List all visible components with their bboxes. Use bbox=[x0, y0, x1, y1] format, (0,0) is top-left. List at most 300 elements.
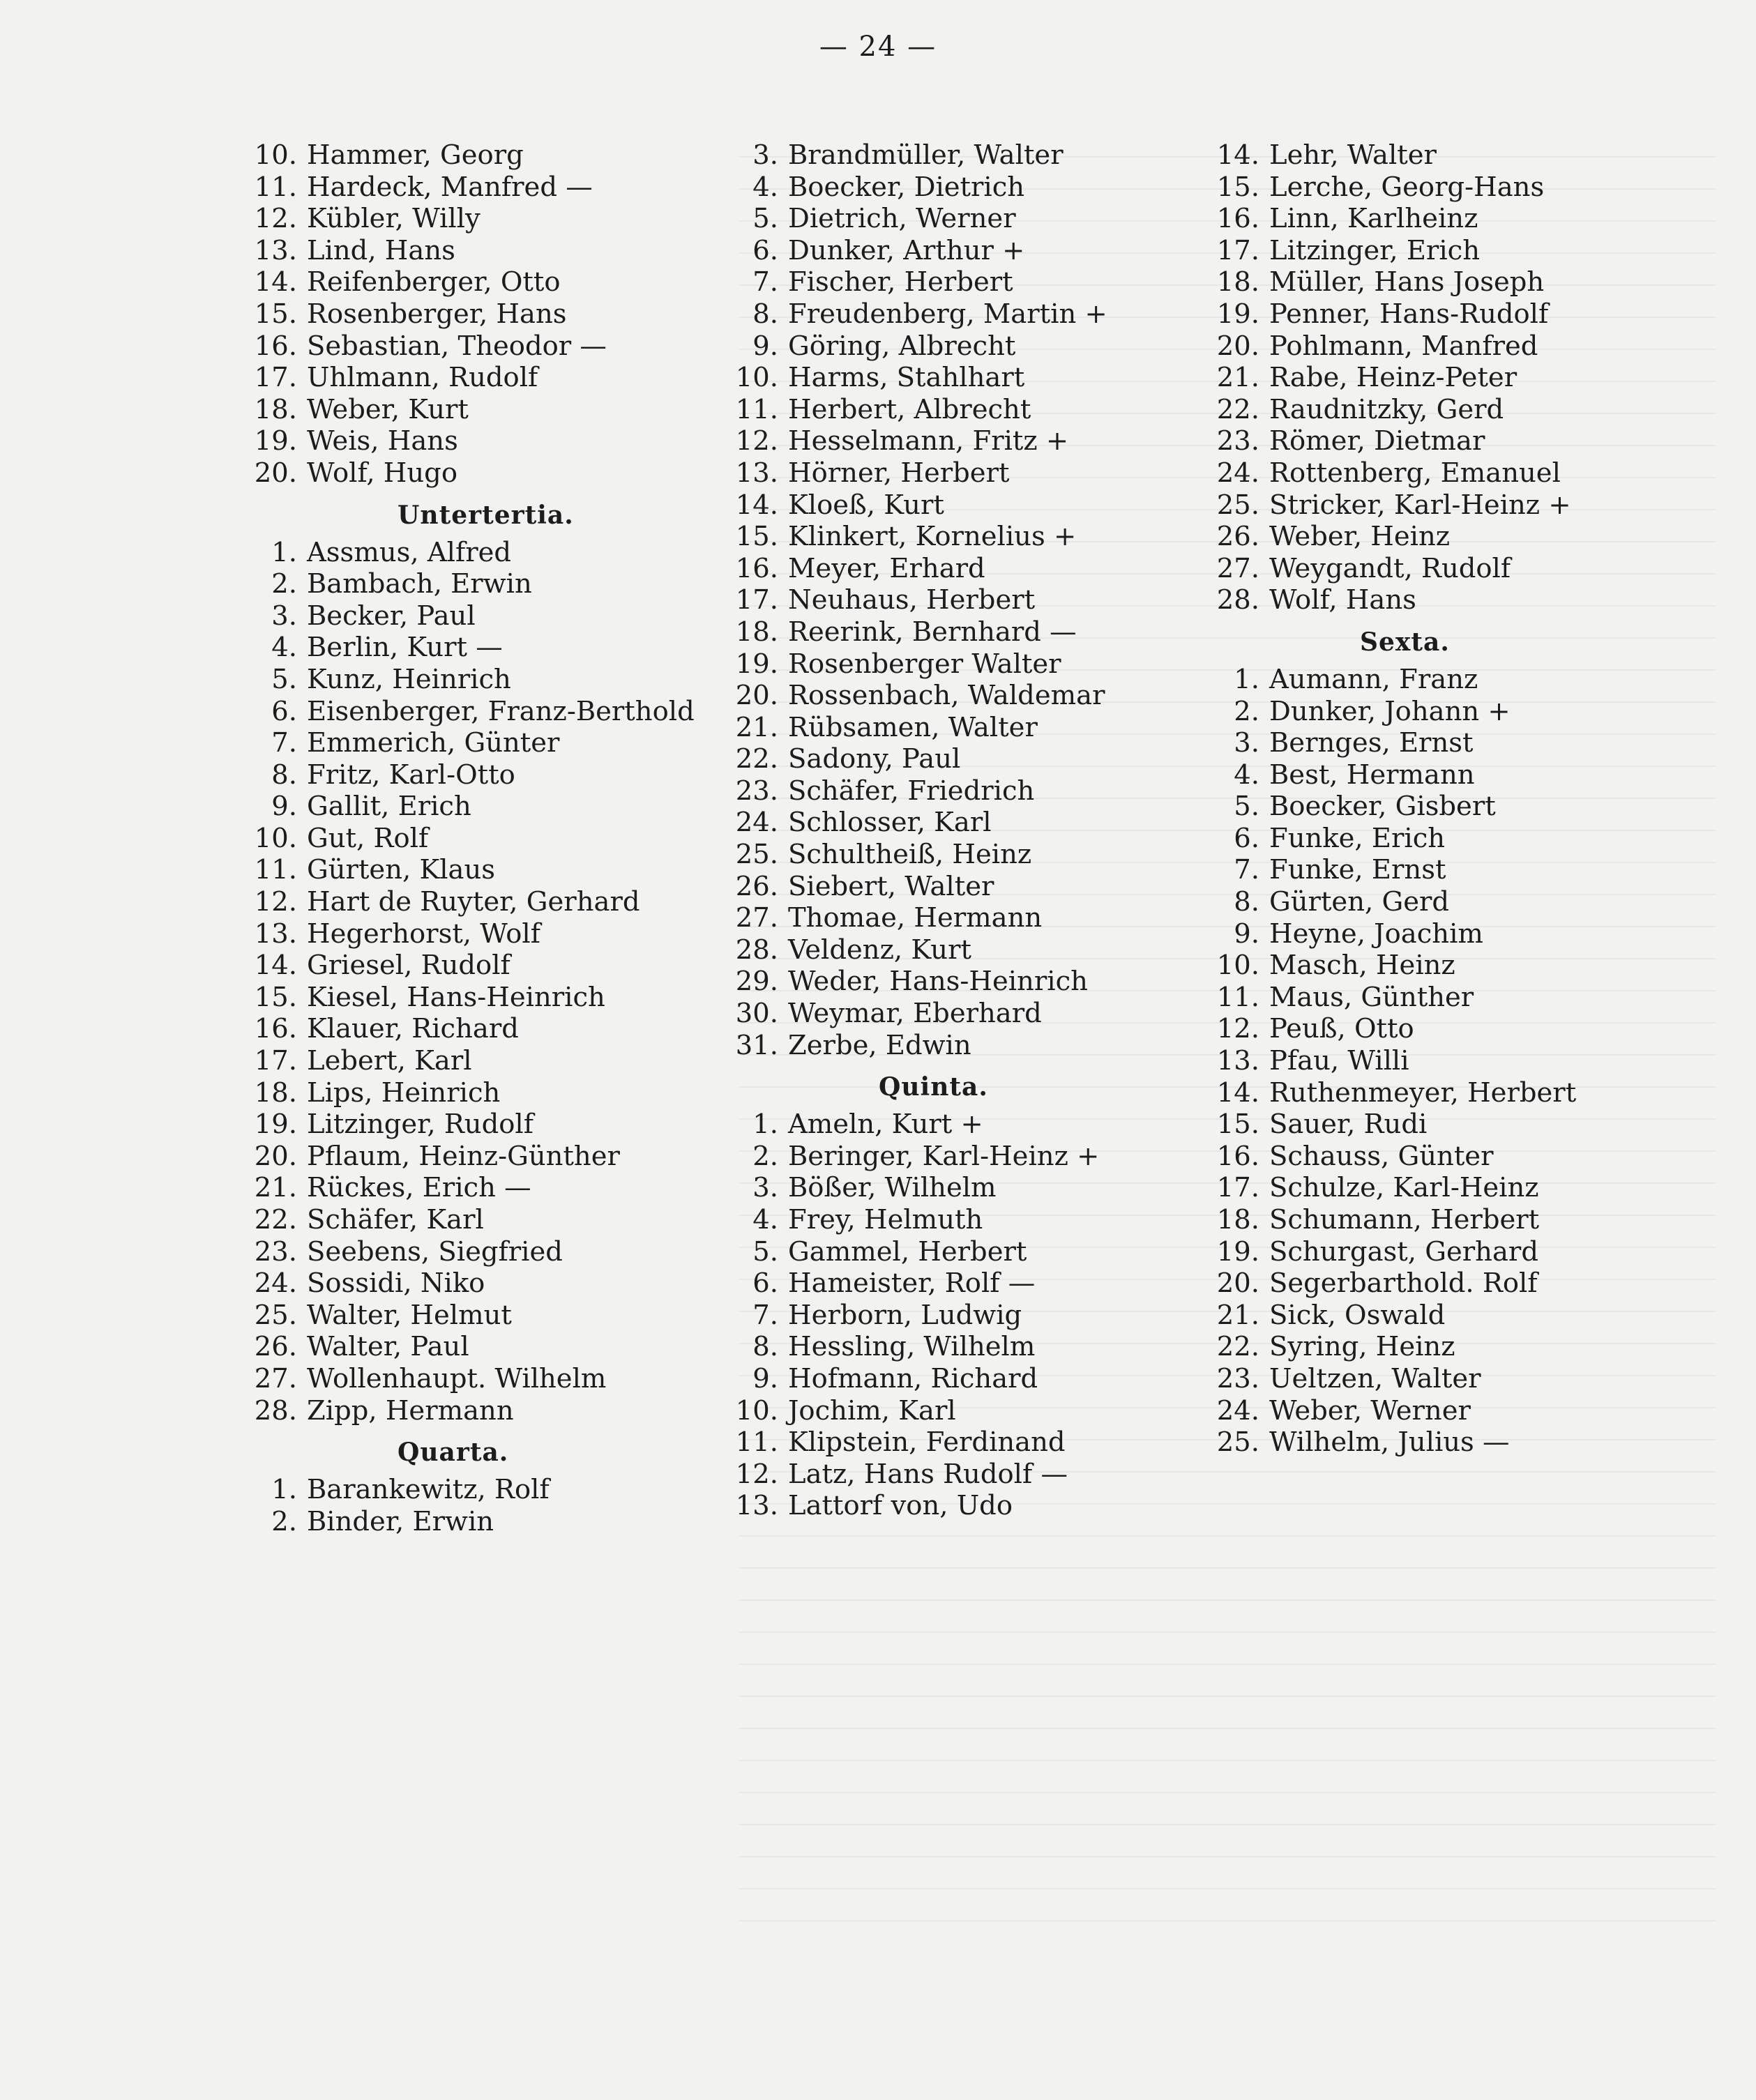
list-item-name: Assmus, Alfred bbox=[307, 536, 512, 568]
list-item-number: 5. bbox=[271, 663, 297, 695]
list-item-name: Gürten, Klaus bbox=[307, 854, 496, 886]
list-item bbox=[1199, 759, 1688, 791]
list-item-name: Pflaum, Heinz-Günther bbox=[307, 1140, 620, 1172]
list-item bbox=[718, 712, 1220, 744]
list-item-name: Hörner, Herbert bbox=[788, 457, 1010, 489]
list-item bbox=[237, 1268, 725, 1300]
list-item bbox=[718, 966, 1220, 998]
list-item-number: 15. bbox=[254, 981, 297, 1013]
list-item-name: Rosenberger Walter bbox=[788, 648, 1061, 680]
list-item-name: Wollenhaupt. Wilhelm bbox=[307, 1362, 607, 1394]
list-item-number: 11. bbox=[735, 393, 778, 425]
list-item bbox=[1199, 791, 1688, 823]
list-item-name: Seebens, Siegfried bbox=[307, 1235, 563, 1268]
list-item bbox=[237, 1236, 725, 1268]
list-item-number: 12. bbox=[735, 425, 778, 457]
list-item-name: Göring, Albrecht bbox=[788, 330, 1016, 362]
list-item-name: Berlin, Kurt — bbox=[307, 632, 503, 664]
list-item bbox=[718, 553, 1220, 585]
list-item bbox=[1199, 854, 1688, 886]
list-item bbox=[237, 298, 725, 330]
list-item-number: 2. bbox=[271, 568, 297, 600]
list-item-number: 21. bbox=[735, 711, 778, 743]
list-item bbox=[237, 172, 725, 204]
list-item-number: 14. bbox=[1216, 1076, 1259, 1109]
list-item bbox=[1199, 457, 1688, 489]
list-item-name: Weder, Hans-Heinrich bbox=[788, 966, 1088, 998]
list-item bbox=[718, 1490, 1220, 1522]
list-item-number: 12. bbox=[1216, 1013, 1259, 1045]
list-item bbox=[718, 1363, 1220, 1395]
list-item-name: Schurgast, Gerhard bbox=[1269, 1235, 1538, 1268]
list-item bbox=[718, 298, 1220, 330]
list-item bbox=[1199, 1141, 1688, 1173]
list-item-number: 11. bbox=[735, 1426, 778, 1459]
list-item-name: Weber, Heinz bbox=[1269, 521, 1451, 553]
list-item-number: 6. bbox=[752, 234, 778, 266]
list-item-number: 17. bbox=[1216, 234, 1259, 266]
list-item-number: 9. bbox=[271, 791, 297, 823]
list-item bbox=[718, 139, 1220, 172]
list-item-name: Pohlmann, Manfred bbox=[1269, 330, 1538, 362]
list-item bbox=[718, 743, 1220, 775]
list-item bbox=[237, 886, 725, 918]
list-item bbox=[1199, 664, 1688, 696]
list-item-number: 18. bbox=[254, 1076, 297, 1109]
list-item-name: Funke, Ernst bbox=[1269, 854, 1446, 886]
list-item-number: 5. bbox=[752, 1235, 778, 1268]
list-item-number: 11. bbox=[1216, 981, 1259, 1013]
list-item-name: Kübler, Willy bbox=[307, 203, 480, 235]
column-1 bbox=[237, 139, 725, 1537]
list-item bbox=[1199, 298, 1688, 330]
list-item-name: Stricker, Karl-Heinz + bbox=[1269, 489, 1571, 521]
list-item-number: 14. bbox=[1216, 139, 1259, 171]
list-item-name: Linn, Karlheinz bbox=[1269, 203, 1478, 235]
list-item bbox=[1199, 950, 1688, 982]
list-item-name: Sebastian, Theodor — bbox=[307, 330, 607, 362]
list-item-name: Klauer, Richard bbox=[307, 1013, 519, 1045]
list-item-number: 20. bbox=[1216, 330, 1259, 362]
list-item-number: 13. bbox=[1216, 1045, 1259, 1077]
list-item-number: 6. bbox=[271, 695, 297, 727]
list-item-name: Sauer, Rudi bbox=[1269, 1109, 1428, 1141]
list-item-number: 1. bbox=[271, 536, 297, 568]
list-item-name: Sossidi, Niko bbox=[307, 1268, 485, 1300]
list-item-name: Hegerhorst, Wolf bbox=[307, 918, 540, 950]
list-item-number: 3. bbox=[1234, 727, 1259, 759]
list-item bbox=[237, 759, 725, 791]
list-item bbox=[718, 203, 1220, 235]
list-item-number: 3. bbox=[271, 600, 297, 632]
list-item-name: Schäfer, Friedrich bbox=[788, 775, 1035, 807]
list-item bbox=[718, 584, 1220, 616]
list-item-number: 29. bbox=[735, 966, 778, 998]
list-item-number: 26. bbox=[1216, 521, 1259, 553]
list-item-name: Wolf, Hans bbox=[1269, 584, 1416, 616]
list-item bbox=[1199, 1172, 1688, 1204]
list-item-number: 28. bbox=[1216, 584, 1259, 616]
list-item bbox=[237, 696, 725, 728]
list-item-name: Maus, Günther bbox=[1269, 981, 1474, 1013]
list-item bbox=[718, 1426, 1220, 1459]
list-item bbox=[718, 1395, 1220, 1427]
list-item bbox=[237, 982, 725, 1014]
list-item-number: 9. bbox=[752, 1362, 778, 1394]
list-item bbox=[1199, 1077, 1688, 1109]
list-item-name: Penner, Hans-Rudolf bbox=[1269, 298, 1549, 330]
list-item-number: 3. bbox=[752, 139, 778, 171]
list-item-number: 6. bbox=[1234, 822, 1259, 854]
list-item-name: Hart de Ruyter, Gerhard bbox=[307, 886, 640, 918]
list-item-name: Herborn, Ludwig bbox=[788, 1299, 1022, 1331]
list-item bbox=[237, 1013, 725, 1045]
list-item-name: Ueltzen, Walter bbox=[1269, 1362, 1481, 1394]
list-item-name: Best, Hermann bbox=[1269, 759, 1475, 791]
list-item-name: Hesselmann, Fritz + bbox=[788, 425, 1069, 457]
list-item bbox=[718, 807, 1220, 839]
list-item-name: Becker, Paul bbox=[307, 600, 476, 632]
list-item-number: 19. bbox=[735, 648, 778, 680]
list-item-name: Weygandt, Rudolf bbox=[1269, 552, 1511, 584]
list-item-number: 20. bbox=[735, 680, 778, 712]
list-item-number: 8. bbox=[752, 298, 778, 330]
list-item-number: 1. bbox=[752, 1109, 778, 1141]
list-item-name: Schauss, Günter bbox=[1269, 1140, 1494, 1172]
list-item bbox=[718, 1030, 1220, 1062]
list-item bbox=[237, 664, 725, 696]
list-item bbox=[1199, 489, 1688, 522]
list-item bbox=[718, 1204, 1220, 1236]
list-item-name: Wolf, Hugo bbox=[307, 457, 457, 489]
list-item bbox=[1199, 1395, 1688, 1427]
list-item-number: 2. bbox=[752, 1140, 778, 1172]
list-item bbox=[237, 632, 725, 664]
list-item bbox=[1199, 362, 1688, 394]
list-item-number: 25. bbox=[735, 839, 778, 871]
list-item bbox=[237, 330, 725, 363]
list-item-number: 10. bbox=[735, 1394, 778, 1426]
list-item-number: 16. bbox=[735, 552, 778, 584]
list-item-name: Peuß, Otto bbox=[1269, 1013, 1414, 1045]
list-item-number: 7. bbox=[271, 727, 297, 759]
list-item-name: Dunker, Johann + bbox=[1269, 695, 1511, 727]
list-item-number: 13. bbox=[735, 457, 778, 489]
list-item-name: Boecker, Dietrich bbox=[788, 171, 1025, 203]
list-item-number: 25. bbox=[1216, 1426, 1259, 1459]
list-item bbox=[237, 1331, 725, 1363]
list-item bbox=[718, 1331, 1220, 1363]
list-item-name: Lebert, Karl bbox=[307, 1045, 472, 1077]
list-item bbox=[1199, 425, 1688, 457]
list-item-name: Weis, Hans bbox=[307, 425, 458, 457]
list-item-name: Lips, Heinrich bbox=[307, 1076, 501, 1109]
list-item bbox=[1199, 982, 1688, 1014]
list-item-number: 8. bbox=[1234, 886, 1259, 918]
list-item bbox=[237, 203, 725, 235]
list-item bbox=[237, 1204, 725, 1236]
list-item bbox=[718, 172, 1220, 204]
list-item bbox=[237, 1363, 725, 1395]
list-item-name: Harms, Stahlhart bbox=[788, 362, 1025, 394]
list-item-number: 1. bbox=[1234, 663, 1259, 695]
list-item-name: Ruthenmeyer, Herbert bbox=[1269, 1076, 1577, 1109]
list-item bbox=[1199, 1363, 1688, 1395]
list-item-number: 10. bbox=[254, 139, 297, 171]
list-item-number: 27. bbox=[254, 1362, 297, 1394]
list-item-name: Dietrich, Werner bbox=[788, 203, 1016, 235]
list-item-number: 19. bbox=[254, 425, 297, 457]
list-item-name: Bernges, Ernst bbox=[1269, 727, 1474, 759]
list-item-number: 10. bbox=[735, 362, 778, 394]
list-item-number: 16. bbox=[1216, 203, 1259, 235]
list-item-number: 5. bbox=[1234, 791, 1259, 823]
list-item-number: 3. bbox=[752, 1172, 778, 1204]
list-item bbox=[718, 680, 1220, 712]
page-number: — 24 — bbox=[819, 31, 937, 63]
list-item-number: 18. bbox=[1216, 1204, 1259, 1235]
list-item-number: 10. bbox=[254, 822, 297, 854]
list-item bbox=[1199, 1236, 1688, 1268]
list-item-name: Beringer, Karl-Heinz + bbox=[788, 1140, 1100, 1172]
list-item-name: Litzinger, Erich bbox=[1269, 234, 1481, 266]
list-item-number: 22. bbox=[1216, 393, 1259, 425]
list-item bbox=[237, 1141, 725, 1173]
list-item bbox=[237, 854, 725, 886]
list-item bbox=[718, 1459, 1220, 1491]
list-item bbox=[1199, 1204, 1688, 1236]
list-item-number: 17. bbox=[735, 584, 778, 616]
list-item-number: 16. bbox=[254, 330, 297, 362]
list-item-number: 4. bbox=[752, 1204, 778, 1235]
list-item bbox=[237, 1172, 725, 1204]
list-item-number: 25. bbox=[254, 1299, 297, 1331]
list-item-number: 20. bbox=[254, 1140, 297, 1172]
list-item-number: 15. bbox=[735, 521, 778, 553]
list-item-number: 17. bbox=[1216, 1172, 1259, 1204]
list-item-name: Boecker, Gisbert bbox=[1269, 791, 1496, 823]
list-item-number: 2. bbox=[1234, 695, 1259, 727]
list-item-name: Lerche, Georg-Hans bbox=[1269, 171, 1545, 203]
list-item-name: Latz, Hans Rudolf — bbox=[788, 1458, 1068, 1490]
list-item-number: 1. bbox=[271, 1474, 297, 1506]
list-item bbox=[1199, 394, 1688, 426]
section-heading: Sexta. bbox=[1360, 627, 1450, 657]
list-item-name: Gürten, Gerd bbox=[1269, 886, 1450, 918]
list-item-name: Barankewitz, Rolf bbox=[307, 1474, 550, 1506]
list-item-number: 18. bbox=[254, 393, 297, 425]
list-item-name: Lattorf von, Udo bbox=[788, 1490, 1013, 1522]
list-item bbox=[237, 1474, 725, 1506]
list-item-name: Ameln, Kurt + bbox=[788, 1109, 983, 1141]
list-item-name: Weber, Kurt bbox=[307, 393, 469, 425]
list-item-name: Rübsamen, Walter bbox=[788, 711, 1038, 743]
list-item-name: Dunker, Arthur + bbox=[788, 234, 1025, 266]
list-item-number: 22. bbox=[1216, 1331, 1259, 1363]
list-item-name: Lind, Hans bbox=[307, 234, 455, 266]
list-item bbox=[718, 489, 1220, 522]
list-item bbox=[718, 934, 1220, 966]
list-item-number: 27. bbox=[1216, 552, 1259, 584]
list-item bbox=[718, 1109, 1220, 1141]
list-item-number: 8. bbox=[752, 1331, 778, 1363]
list-item-number: 10. bbox=[1216, 950, 1259, 982]
list-item bbox=[1199, 696, 1688, 728]
list-item-number: 23. bbox=[254, 1235, 297, 1268]
section-heading: Quarta. bbox=[398, 1438, 509, 1468]
list-item bbox=[1199, 918, 1688, 950]
list-item-name: Griesel, Rudolf bbox=[307, 950, 510, 982]
list-item-number: 8. bbox=[271, 759, 297, 791]
list-item bbox=[718, 521, 1220, 553]
list-item bbox=[718, 1236, 1220, 1268]
list-item bbox=[237, 362, 725, 394]
list-item-number: 5. bbox=[752, 203, 778, 235]
list-item bbox=[1199, 727, 1688, 759]
list-item bbox=[237, 1109, 725, 1141]
list-item-number: 12. bbox=[254, 203, 297, 235]
list-item bbox=[718, 902, 1220, 934]
list-item-name: Walter, Paul bbox=[307, 1331, 469, 1363]
list-item-name: Raudnitzky, Gerd bbox=[1269, 393, 1504, 425]
list-item-number: 11. bbox=[254, 171, 297, 203]
list-item bbox=[1199, 1045, 1688, 1077]
list-item bbox=[237, 537, 725, 569]
list-item-name: Veldenz, Kurt bbox=[788, 934, 971, 966]
list-item bbox=[1199, 172, 1688, 204]
list-item bbox=[237, 600, 725, 632]
list-item-name: Jochim, Karl bbox=[788, 1394, 956, 1426]
list-item-number: 14. bbox=[735, 489, 778, 521]
list-item-number: 27. bbox=[735, 902, 778, 934]
list-item bbox=[1199, 235, 1688, 267]
list-item bbox=[1199, 1426, 1688, 1459]
list-item-number: 28. bbox=[254, 1394, 297, 1426]
list-item bbox=[718, 839, 1220, 871]
list-item-name: Schlosser, Karl bbox=[788, 807, 992, 839]
list-item-number: 2. bbox=[271, 1505, 297, 1537]
list-item-name: Gammel, Herbert bbox=[788, 1235, 1027, 1268]
list-item bbox=[718, 235, 1220, 267]
list-item bbox=[237, 425, 725, 457]
list-item-number: 26. bbox=[254, 1331, 297, 1363]
list-item-number: 13. bbox=[735, 1490, 778, 1522]
list-item bbox=[718, 425, 1220, 457]
list-item-number: 15. bbox=[1216, 171, 1259, 203]
list-item bbox=[718, 648, 1220, 680]
list-item-name: Hameister, Rolf — bbox=[788, 1268, 1036, 1300]
list-item-name: Heyne, Joachim bbox=[1269, 918, 1483, 950]
list-item-name: Funke, Erich bbox=[1269, 822, 1446, 854]
list-item-number: 7. bbox=[1234, 854, 1259, 886]
list-item-number: 16. bbox=[1216, 1140, 1259, 1172]
section-heading: Quinta. bbox=[879, 1072, 988, 1102]
list-item bbox=[718, 871, 1220, 903]
list-item-name: Bambach, Erwin bbox=[307, 568, 532, 600]
list-item-name: Syring, Heinz bbox=[1269, 1331, 1455, 1363]
list-item bbox=[1199, 1331, 1688, 1363]
list-item-name: Walter, Helmut bbox=[307, 1299, 512, 1331]
list-item bbox=[1199, 1268, 1688, 1300]
list-item bbox=[237, 394, 725, 426]
list-item-name: Römer, Dietmar bbox=[1269, 425, 1485, 457]
list-item-number: 19. bbox=[1216, 1235, 1259, 1268]
list-item bbox=[718, 616, 1220, 648]
list-item-name: Weymar, Eberhard bbox=[788, 998, 1042, 1030]
list-item-number: 14. bbox=[254, 950, 297, 982]
list-item-name: Rosenberger, Hans bbox=[307, 298, 567, 330]
list-item bbox=[718, 1268, 1220, 1300]
list-item-name: Reerink, Bernhard — bbox=[788, 616, 1077, 648]
list-item-name: Segerbarthold. Rolf bbox=[1269, 1268, 1538, 1300]
list-item bbox=[1199, 139, 1688, 172]
list-item bbox=[237, 1045, 725, 1077]
list-item bbox=[237, 457, 725, 489]
list-item-number: 4. bbox=[271, 632, 297, 664]
list-item-number: 13. bbox=[254, 234, 297, 266]
list-item-number: 24. bbox=[1216, 457, 1259, 489]
list-item bbox=[1199, 1109, 1688, 1141]
list-item bbox=[1199, 1013, 1688, 1045]
list-item-name: Litzinger, Rudolf bbox=[307, 1109, 533, 1141]
list-item-name: Schultheiß, Heinz bbox=[788, 839, 1032, 871]
list-item-number: 19. bbox=[254, 1109, 297, 1141]
list-item-name: Rückes, Erich — bbox=[307, 1172, 531, 1204]
list-item bbox=[1199, 553, 1688, 585]
list-item-name: Gallit, Erich bbox=[307, 791, 471, 823]
list-item-name: Brandmüller, Walter bbox=[788, 139, 1064, 171]
list-item-number: 18. bbox=[735, 616, 778, 648]
list-item-number: 24. bbox=[254, 1268, 297, 1300]
list-item bbox=[718, 457, 1220, 489]
list-item-name: Masch, Heinz bbox=[1269, 950, 1455, 982]
list-item-number: 24. bbox=[735, 807, 778, 839]
list-item bbox=[718, 1300, 1220, 1332]
list-item-number: 19. bbox=[1216, 298, 1259, 330]
list-item-number: 23. bbox=[1216, 1362, 1259, 1394]
list-item-number: 14. bbox=[254, 266, 297, 298]
list-item-number: 13. bbox=[254, 918, 297, 950]
list-item-number: 18. bbox=[1216, 266, 1259, 298]
list-item-name: Pfau, Willi bbox=[1269, 1045, 1409, 1077]
list-item bbox=[1199, 521, 1688, 553]
list-item bbox=[237, 918, 725, 950]
list-item bbox=[718, 1141, 1220, 1173]
list-item-number: 9. bbox=[1234, 918, 1259, 950]
list-item-number: 25. bbox=[1216, 489, 1259, 521]
list-item-name: Aumann, Franz bbox=[1269, 663, 1478, 695]
list-item-name: Meyer, Erhard bbox=[788, 552, 985, 584]
list-item bbox=[237, 568, 725, 600]
list-item-name: Binder, Erwin bbox=[307, 1505, 494, 1537]
list-item-number: 23. bbox=[1216, 425, 1259, 457]
list-item-name: Sick, Oswald bbox=[1269, 1299, 1446, 1331]
list-item-number: 21. bbox=[1216, 362, 1259, 394]
list-item-number: 23. bbox=[735, 775, 778, 807]
list-item-number: 30. bbox=[735, 998, 778, 1030]
list-item-name: Fritz, Karl-Otto bbox=[307, 759, 515, 791]
list-item-number: 7. bbox=[752, 266, 778, 298]
list-item-name: Kunz, Heinrich bbox=[307, 663, 511, 695]
list-item bbox=[237, 727, 725, 759]
list-item-number: 24. bbox=[1216, 1394, 1259, 1426]
list-item-name: Sadony, Paul bbox=[788, 743, 961, 775]
list-item-name: Uhlmann, Rudolf bbox=[307, 362, 538, 394]
list-item-number: 16. bbox=[254, 1013, 297, 1045]
list-item-name: Siebert, Walter bbox=[788, 870, 994, 902]
list-item-number: 11. bbox=[254, 854, 297, 886]
list-item bbox=[237, 1077, 725, 1109]
